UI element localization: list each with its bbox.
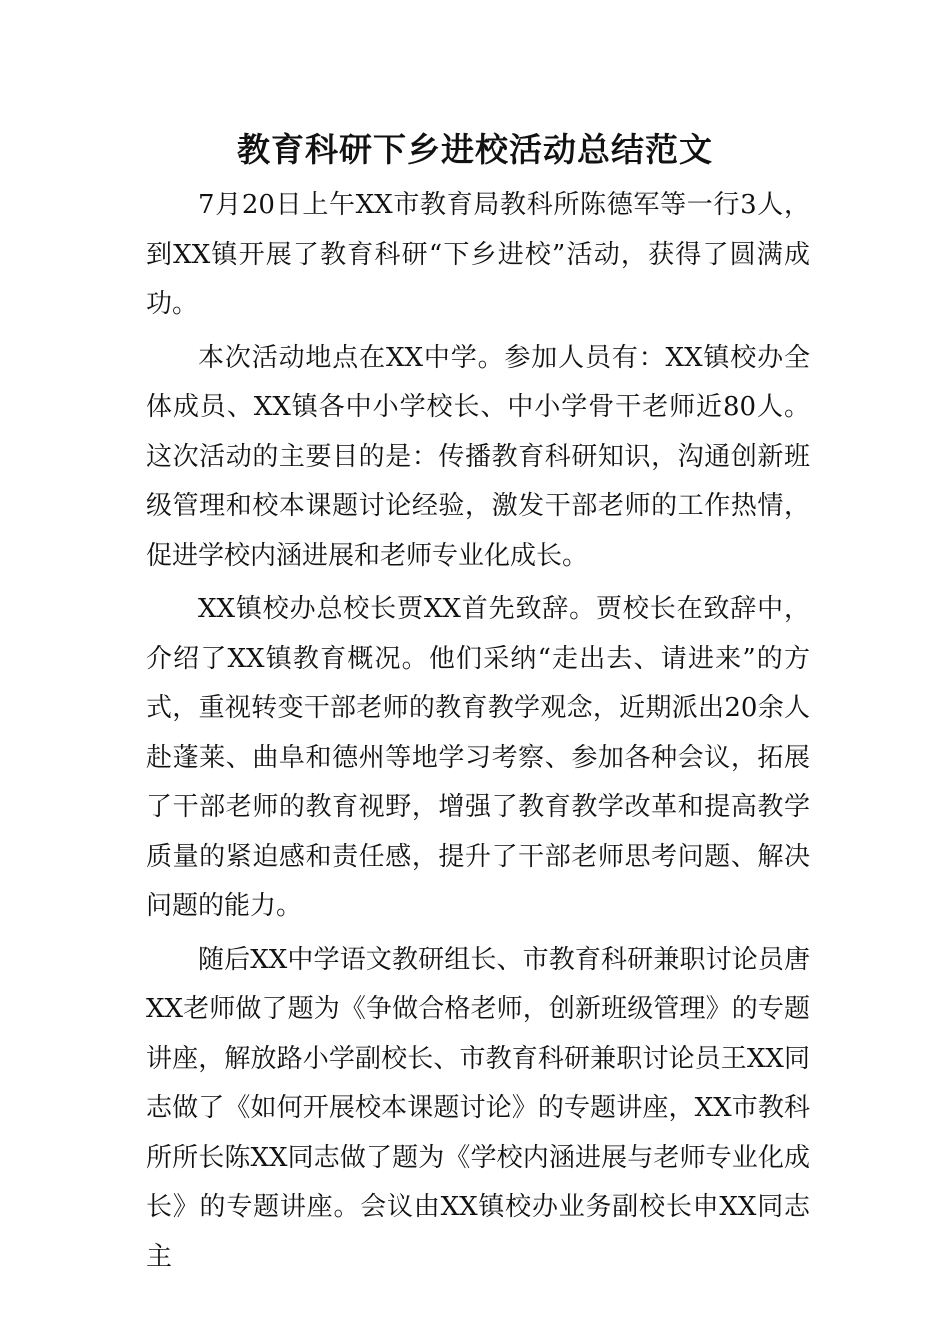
paragraph-2: 本次活动地点在XX中学。参加人员有：XX镇校办全体成员、XX镇各中小学校长、中小学骨干老师近80人。这次活动的主要目的是：传播教育科研知识，沟通创新班级管理和校本课题讨论经验，激发干部老师的工作热情，促进学校内涵进展和老师专业化成长。 bbox=[146, 342, 810, 571]
document-body bbox=[146, 181, 810, 1282]
paragraph-4: 随后XX中学语文教研组长、市教育科研兼职讨论员唐XX老师做了题为《争做合格老师，创新班级管理》的专题讲座，解放路小学副校长、市教育科研兼职讨论员王XX同志做了《如何开展校本课题讨论》的专题讲座，XX市教科所所长陈XX同志做了题为《学校内涵进展与老师专业化成长》的专题讲座。会议由XX镇校办业务副校长申XX同志主 bbox=[146, 944, 810, 1272]
paragraph-1: 7月20日上午XX市教育局教科所陈德军等一行3人，到XX镇开展了教育科研“下乡进校”活动，获得了圆满成功。 bbox=[146, 190, 810, 319]
document-title: 教育科研下乡进校活动总结范文 bbox=[237, 130, 713, 169]
paragraph-3: XX镇校办总校长贾XX首先致辞。贾校长在致辞中，介绍了XX镇教育概况。他们采纳“走出去、请进来”的方式，重视转变干部老师的教育教学观念，近期派出20余人赴蓬莱、曲阜和德州等地学习考察、参加各种会议，拓展了干部老师的教育视野，增强了教育教学改革和提高教学质量的紧迫感和责任感，提升了干部老师思考问题、解决问题的能力。 bbox=[146, 594, 810, 921]
